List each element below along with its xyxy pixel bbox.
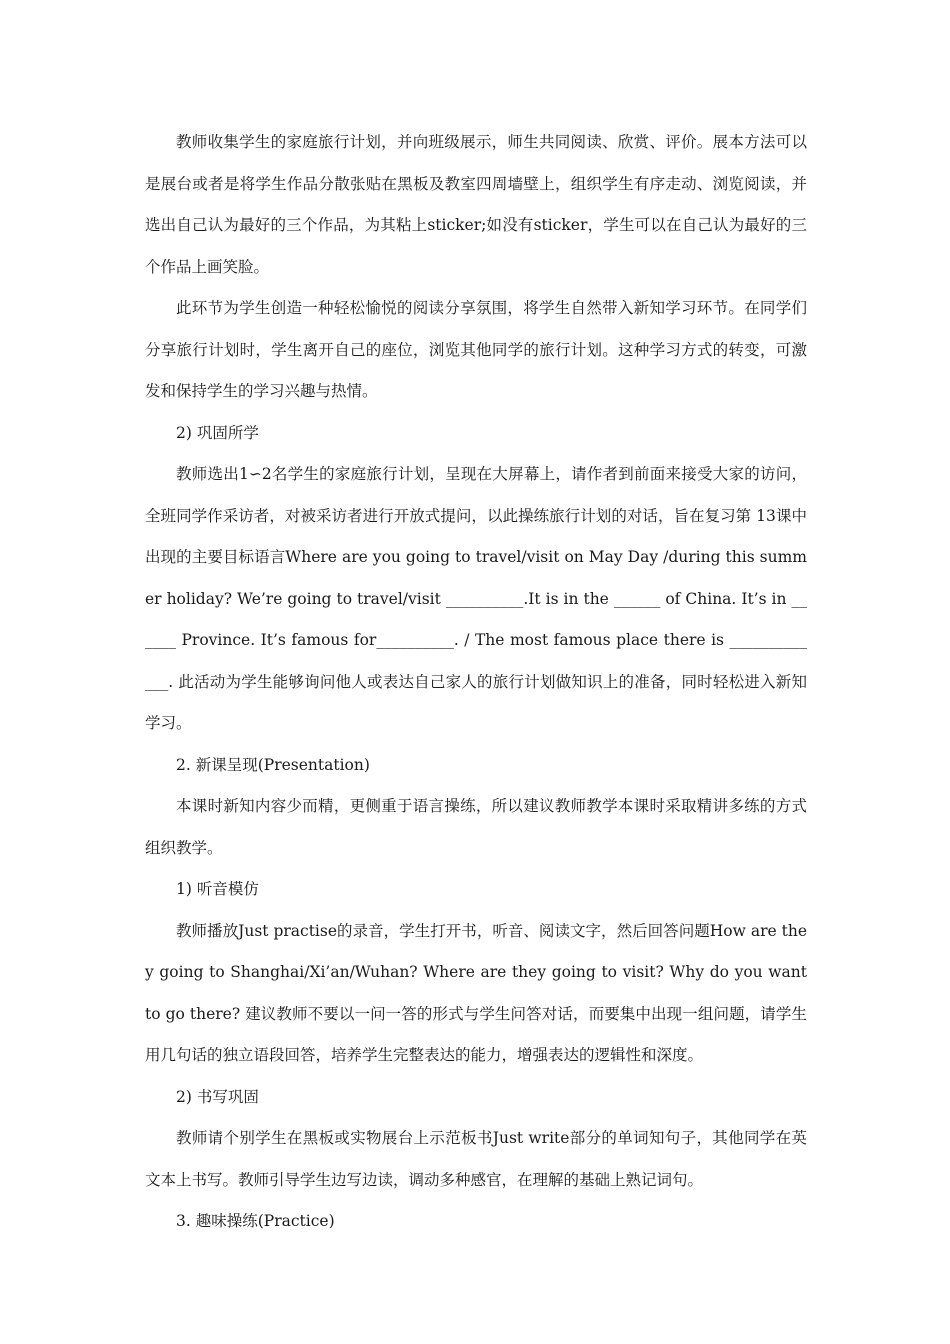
paragraph-display-method: 教师收集学生的家庭旅行计划，并向班级展示，师生共同阅读、欣赏、评价。展本方法可以是展台或者是将学生作品分散张贴在黑板及教室四周墙壁上，组织学生有序走动、浏览阅读，并选出自己认为最好的三个作品，为其粘上sticker;如没有sticker，学生可以在自己认为最好的三个作品上画笑脸。 [145, 133, 807, 276]
paragraph-interview-practice: 教师选出1∽2名学生的家庭旅行计划，呈现在大屏幕上，请作者到前面来接受大家的访问，全班同学作采访者，对被采访者进行开放式提问，以此操练旅行计划的对话，旨在复习第 13课中出现的主要目标语言Where are you going to travel/visit on May Day /during this summer holiday? We’re going to travel/visit __________.It is in the ______ of China. It’s in ______ Province. It’s famous for__________. / The most famous place there is _____________. 此活动为学生能够询问他人或表达自己家人的旅行计划做知识上的准备，同时轻松进入新知学习。 [145, 465, 807, 732]
paragraph-presentation-intro: 本课时新知内容少而精，更侧重于语言操练，所以建议教师教学本课时采取精讲多练的方式组织教学。 [145, 797, 807, 857]
document-page [145, 122, 807, 1243]
heading-writing-consolidation: 2) 书写巩固 [176, 1087, 259, 1106]
heading-listen-imitate: 1) 听音模仿 [176, 880, 259, 898]
heading-consolidate: 2) 巩固所学 [176, 423, 259, 442]
heading-practice: 3. 趣味操练(Practice) [176, 1212, 335, 1230]
paragraph-reading-atmosphere: 此环节为学生创造一种轻松愉悦的阅读分享氛围，将学生自然带入新知学习环节。在同学们分享旅行计划时，学生离开自己的座位，浏览其他同学的旅行计划。这种学习方式的转变，可激发和保持学生的学习兴趣与热情。 [145, 299, 807, 400]
paragraph-listen-imitate: 教师播放Just practise的录音，学生打开书，听音、阅读文字，然后回答问题How are they going to Shanghai/Xi’an/Wuhan? Where are they going to visit? Why do you want to go there? 建议教师不要以一问一答的形式与学生问答对话，而要集中出现一组问题，请学生用几句话的独立语段回答，培养学生完整表达的能力，增强表达的逻辑性和深度。 [145, 921, 807, 1064]
paragraph-writing-consolidation: 教师请个别学生在黑板或实物展台上示范板书Just write部分的单词知句子，其他同学在英文本上书写。教师引导学生边写边读，调动多种感官，在理解的基础上熟记词句。 [145, 1129, 807, 1189]
heading-presentation: 2. 新课呈现(Presentation) [176, 755, 370, 774]
